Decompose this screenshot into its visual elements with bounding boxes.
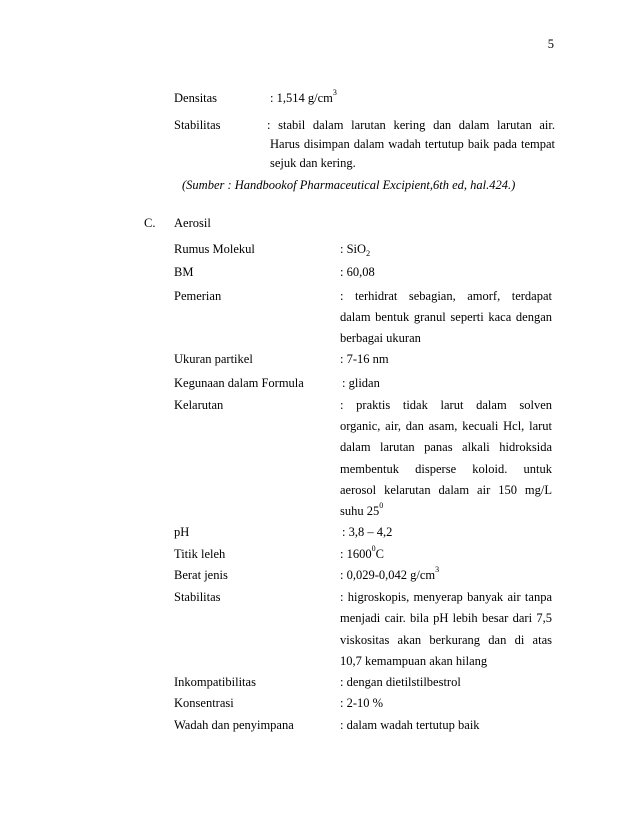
kelarutan-line-1: : praktis tidak larut dalam solven [340, 399, 552, 412]
densitas-unit-exponent: 3 [332, 88, 337, 97]
stabilitas-label: Stabilitas [174, 118, 221, 132]
section-marker: C. [144, 216, 156, 230]
berat-jenis-label: Berat jenis [174, 568, 228, 582]
berat-jenis-exponent: 3 [435, 565, 440, 574]
kelarutan-line-2: organic, air, dan asam, kecuali Hcl, larut [340, 420, 552, 433]
densitas-value-text: : 1,514 g/cm [270, 91, 333, 105]
pemerian-line-2: dalam bentuk granul seperti kaca dengan [340, 311, 552, 324]
source-citation: (Sumber : Handbookof Pharmaceutical Excipient,6th ed, hal.424.) [182, 178, 516, 192]
stabilitas-aerosil-line-3: viskositas akan berkurang dan di atas [340, 634, 552, 647]
stabilitas-aerosil-line-1: : higroskopis, menyerap banyak air tanpa [340, 591, 552, 604]
bm-value: : 60,08 [340, 265, 375, 279]
ph-value: : 3,8 – 4,2 [342, 525, 393, 539]
stabilitas-line-3: sejuk dan kering. [270, 156, 356, 170]
ph-label: pH [174, 525, 190, 539]
titik-leleh-value [340, 544, 384, 561]
berat-jenis-text: : 0,029-0,042 g/cm [340, 568, 436, 582]
kelarutan-line-3: dalam larutan panas alkali hidroksida [340, 441, 552, 454]
kelarutan-line-4: membentuk disperse koloid. untuk [340, 463, 552, 476]
titik-leleh-unit: C [375, 547, 384, 561]
stabilitas-line-2: Harus disimpan dalam wadah tertutup baik pada tempat [270, 138, 555, 151]
stabilitas-aerosil-label: Stabilitas [174, 590, 221, 604]
titik-leleh-number: : 1600 [340, 547, 372, 561]
ukuran-partikel-label: Ukuran partikel [174, 352, 253, 366]
wadah-label: Wadah dan penyimpana [174, 718, 294, 732]
pemerian-label: Pemerian [174, 289, 222, 303]
titik-leleh-label: Titik leleh [174, 547, 226, 561]
titik-leleh-degree-sup: 0 [371, 544, 376, 553]
konsentrasi-value: : 2-10 % [340, 696, 384, 710]
kegunaan-value: : glidan [342, 376, 380, 390]
rumus-molekul-subscript: 2 [366, 248, 371, 258]
pemerian-line-1: : terhidrat sebagian, amorf, terdapat [340, 290, 552, 303]
stabilitas-aerosil-line-4: 10,7 kemampuan akan hilang [340, 654, 488, 668]
inkompatibilitas-label: Inkompatibilitas [174, 675, 256, 689]
kelarutan-degree-sup: 0 [379, 501, 384, 510]
rumus-molekul-text: : SiO [340, 242, 367, 256]
kegunaan-label: Kegunaan dalam Formula [174, 376, 304, 390]
stabilitas-line-1: : stabil dalam larutan kering dan dalam larutan air. [267, 119, 555, 132]
bm-label: BM [174, 265, 194, 279]
section-title: Aerosil [174, 216, 211, 230]
kelarutan-line-6 [340, 501, 384, 518]
kelarutan-label: Kelarutan [174, 398, 224, 412]
page-number: 5 [547, 37, 554, 51]
pemerian-line-3: berbagai ukuran [340, 331, 421, 345]
kelarutan-line-5: aerosol kelarutan dalam air 150 mg/L [340, 484, 552, 497]
berat-jenis-value [340, 565, 440, 582]
wadah-value: : dalam wadah tertutup baik [340, 718, 480, 732]
densitas-label: Densitas [174, 91, 218, 105]
rumus-molekul-label: Rumus Molekul [174, 242, 255, 256]
rumus-molekul-value [340, 243, 370, 256]
kelarutan-last-text: suhu 25 [340, 504, 380, 518]
inkompatibilitas-value: : dengan dietilstilbestrol [340, 675, 461, 689]
ukuran-partikel-value: : 7-16 nm [340, 352, 389, 366]
densitas-value [270, 88, 337, 105]
stabilitas-aerosil-line-2: menjadi cair. bila pH lebih besar dari 7,5 [340, 612, 552, 625]
konsentrasi-label: Konsentrasi [174, 696, 234, 710]
